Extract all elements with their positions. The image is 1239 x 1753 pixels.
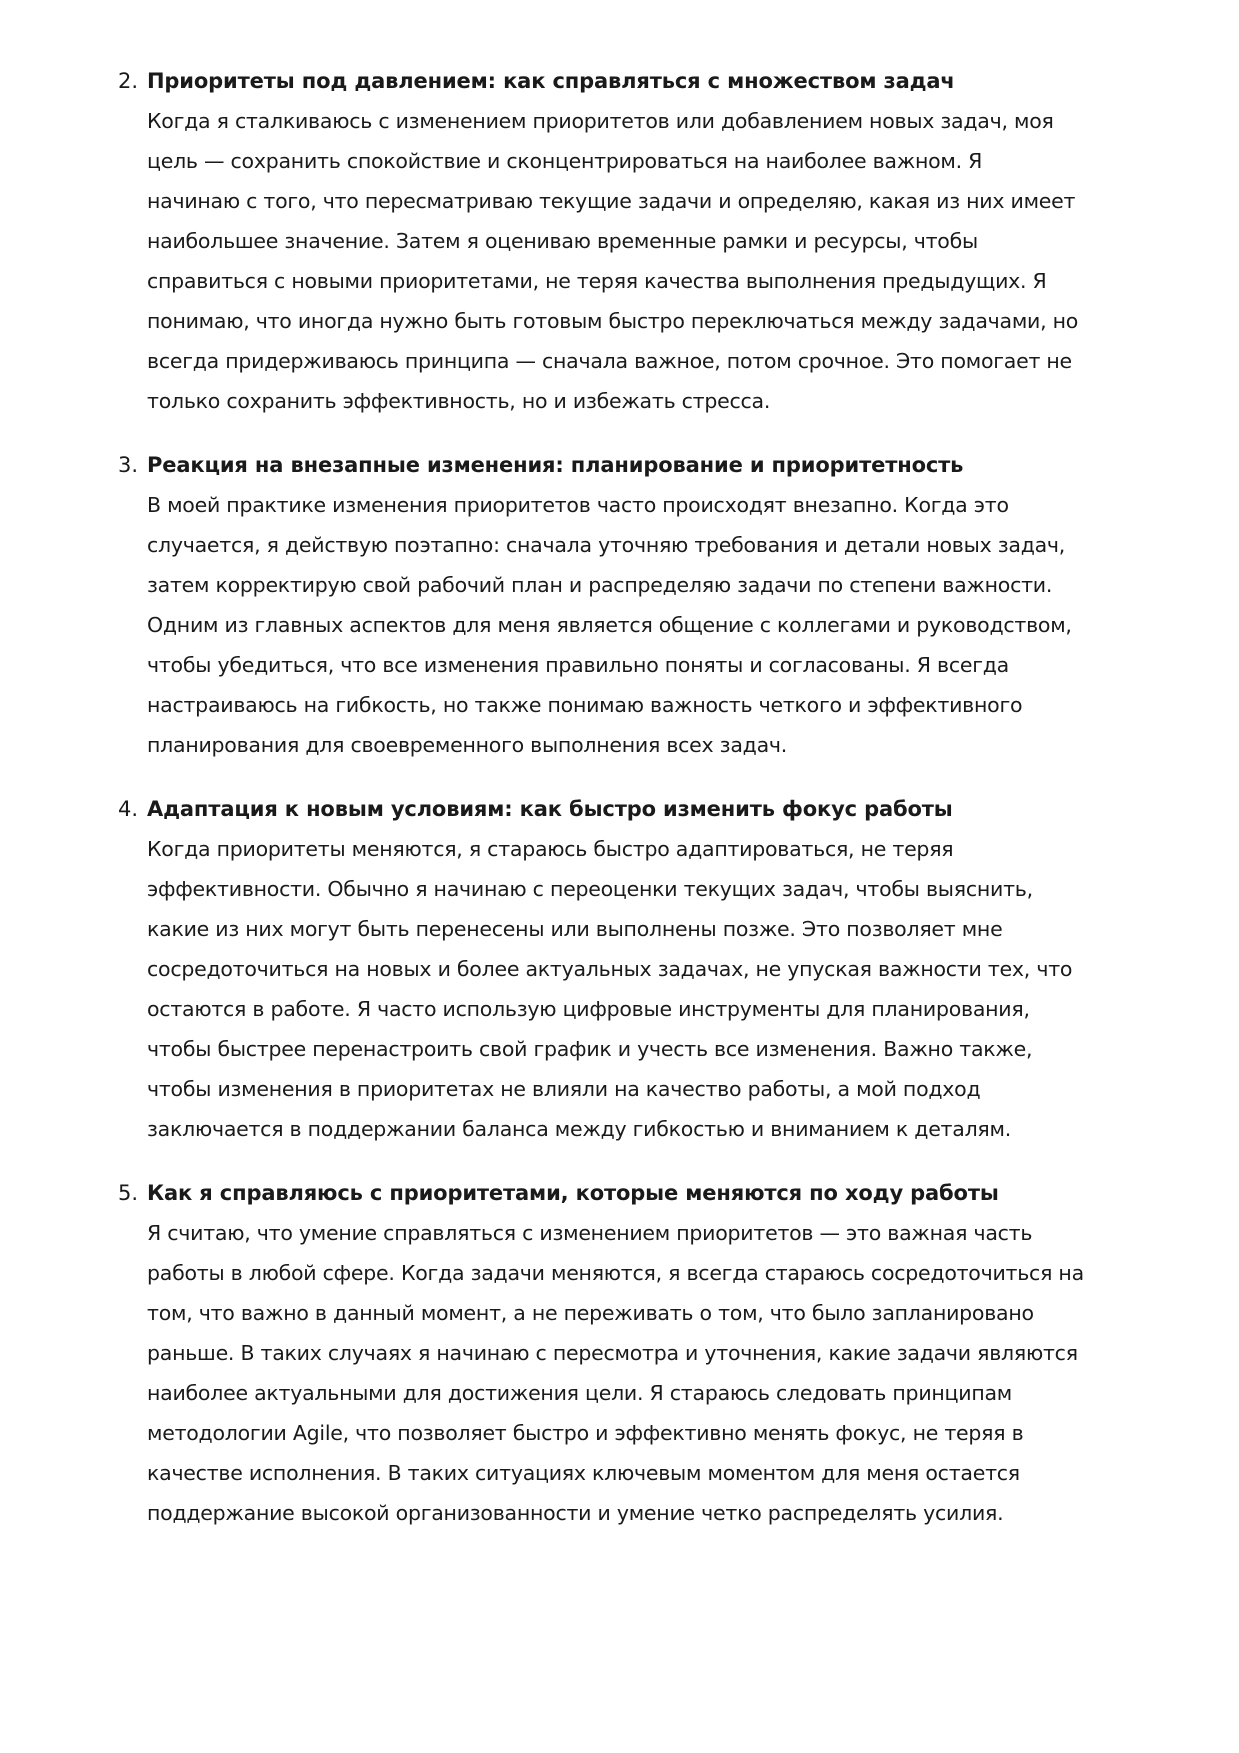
- body-line: Когда приоритеты меняются, я стараюсь быстро адаптироваться, не теряя: [147, 837, 954, 861]
- numbered-list: [118, 61, 1148, 1557]
- body-line: заключается в поддержании баланса между гибкостью и вниманием к деталям.: [147, 1117, 1011, 1141]
- list-item-number: 4.: [118, 797, 139, 821]
- body-line: чтобы изменения в приоритетах не влияли на качество работы, а мой подход: [147, 1077, 981, 1101]
- body-line: В моей практике изменения приоритетов часто происходят внезапно. Когда это: [147, 493, 1009, 517]
- list-item-title: Реакция на внезапные изменения: планирование и приоритетность: [147, 453, 964, 477]
- list-item: [118, 789, 1148, 1149]
- list-item-title: Приоритеты под давлением: как справляться с множеством задач: [147, 69, 955, 93]
- body-line: том, что важно в данный момент, а не переживать о том, что было запланировано: [147, 1301, 1034, 1325]
- body-line: чтобы быстрее перенастроить свой график и учесть все изменения. Важно также,: [147, 1037, 1033, 1061]
- body-line: какие из них могут быть перенесены или выполнены позже. Это позволяет мне: [147, 917, 1003, 941]
- body-line: наибольшее значение. Затем я оцениваю временные рамки и ресурсы, чтобы: [147, 229, 978, 253]
- body-line: Одним из главных аспектов для меня является общение с коллегами и руководством,: [147, 613, 1072, 637]
- body-line: остаются в работе. Я часто использую цифровые инструменты для планирования,: [147, 997, 1030, 1021]
- list-item: [118, 445, 1148, 765]
- list-item: [118, 1173, 1148, 1533]
- list-item-title: Адаптация к новым условиям: как быстро изменить фокус работы: [147, 797, 953, 821]
- body-line: сосредоточиться на новых и более актуальных задачах, не упуская важности тех, что: [147, 957, 1073, 981]
- list-item-number: 2.: [118, 69, 139, 93]
- list-item-title: Как я справляюсь с приоритетами, которые меняются по ходу работы: [147, 1181, 999, 1205]
- list-item-number: 5.: [118, 1181, 139, 1205]
- body-line: планирования для своевременного выполнения всех задач.: [147, 733, 788, 757]
- body-line: качестве исполнения. В таких ситуациях ключевым моментом для меня остается: [147, 1461, 1020, 1485]
- list-item-body: [147, 1213, 1148, 1533]
- body-line: поддержание высокой организованности и умение четко распределять усилия.: [147, 1501, 1004, 1525]
- body-line: затем корректирую свой рабочий план и распределяю задачи по степени важности.: [147, 573, 1053, 597]
- body-line: всегда придерживаюсь принципа — сначала важное, потом срочное. Это помогает не: [147, 349, 1072, 373]
- list-item: [118, 61, 1148, 421]
- list-item-number: 3.: [118, 453, 139, 477]
- body-line: цель — сохранить спокойствие и сконцентрироваться на наиболее важном. Я: [147, 149, 983, 173]
- body-line: работы в любой сфере. Когда задачи меняются, я всегда стараюсь сосредоточиться на: [147, 1261, 1084, 1285]
- body-line: методологии Agile, что позволяет быстро и эффективно менять фокус, не теряя в: [147, 1421, 1024, 1445]
- body-line: справиться с новыми приоритетами, не теряя качества выполнения предыдущих. Я: [147, 269, 1047, 293]
- body-line: эффективности. Обычно я начинаю с переоценки текущих задач, чтобы выяснить,: [147, 877, 1033, 901]
- body-line: начинаю с того, что пересматриваю текущие задачи и определяю, какая из них имеет: [147, 189, 1076, 213]
- list-item-body: [147, 101, 1148, 421]
- body-line: понимаю, что иногда нужно быть готовым быстро переключаться между задачами, но: [147, 309, 1079, 333]
- list-item-body: [147, 485, 1148, 765]
- body-line: Когда я сталкиваюсь с изменением приоритетов или добавлением новых задач, моя: [147, 109, 1054, 133]
- body-line: настраиваюсь на гибкость, но также понимаю важность четкого и эффективного: [147, 693, 1023, 717]
- body-line: Я считаю, что умение справляться с изменением приоритетов — это важная часть: [147, 1221, 1033, 1245]
- body-line: раньше. В таких случаях я начинаю с пересмотра и уточнения, какие задачи являются: [147, 1341, 1078, 1365]
- body-line: только сохранить эффективность, но и избежать стресса.: [147, 389, 771, 413]
- body-line: наиболее актуальными для достижения цели. Я стараюсь следовать принципам: [147, 1381, 1013, 1405]
- list-item-body: [147, 829, 1148, 1149]
- body-line: случается, я действую поэтапно: сначала уточняю требования и детали новых задач,: [147, 533, 1066, 557]
- body-line: чтобы убедиться, что все изменения правильно поняты и согласованы. Я всегда: [147, 653, 1009, 677]
